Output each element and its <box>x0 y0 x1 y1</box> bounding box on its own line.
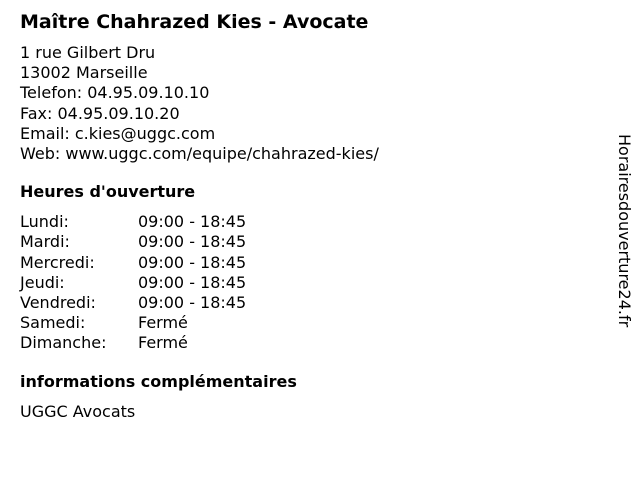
hours-row-wednesday <box>20 253 600 273</box>
day-label: Samedi: <box>20 313 86 333</box>
email-line: Email: c.kies@uggc.com <box>20 123 216 143</box>
day-label: Mardi: <box>20 232 70 252</box>
page-title: Maître Chahrazed Kies - Avocate <box>20 11 369 33</box>
time-value: 09:00 - 18:45 <box>138 212 247 232</box>
time-value: 09:00 - 18:45 <box>138 272 247 292</box>
time-value: 09:00 - 18:45 <box>138 293 247 313</box>
day-label: Mercredi: <box>20 252 95 272</box>
hours-row-thursday <box>20 273 600 293</box>
time-value: 09:00 - 18:45 <box>138 252 247 272</box>
time-value: Fermé <box>138 333 188 353</box>
time-value: 09:00 - 18:45 <box>138 232 247 252</box>
day-label: Dimanche: <box>20 333 107 353</box>
address-street: 1 rue Gilbert Dru <box>20 43 156 62</box>
extra-info-heading: informations complémentaires <box>20 371 297 391</box>
hours-row-saturday <box>20 313 600 333</box>
hours-row-tuesday <box>20 232 600 252</box>
hours-heading: Heures d'ouverture <box>20 182 196 202</box>
time-value: Fermé <box>138 313 188 333</box>
contact-block <box>20 43 600 164</box>
day-label: Jeudi: <box>20 272 65 292</box>
web-line: Web: www.uggc.com/equipe/chahrazed-kies/ <box>20 144 379 164</box>
address-city: 13002 Marseille <box>20 63 148 83</box>
extra-info-text: UGGC Avocats <box>20 401 136 421</box>
hours-row-monday <box>20 212 600 232</box>
brand-watermark: Horairesdouverture24.fr <box>615 134 634 328</box>
hours-row-sunday <box>20 333 600 353</box>
business-card <box>20 10 600 422</box>
phone-line: Telefon: 04.95.09.10.10 <box>20 83 210 103</box>
hours-table <box>20 212 600 353</box>
fax-line: Fax: 04.95.09.10.20 <box>20 103 180 123</box>
day-label: Lundi: <box>20 212 69 232</box>
hours-row-friday <box>20 293 600 313</box>
day-label: Vendredi: <box>20 293 96 313</box>
